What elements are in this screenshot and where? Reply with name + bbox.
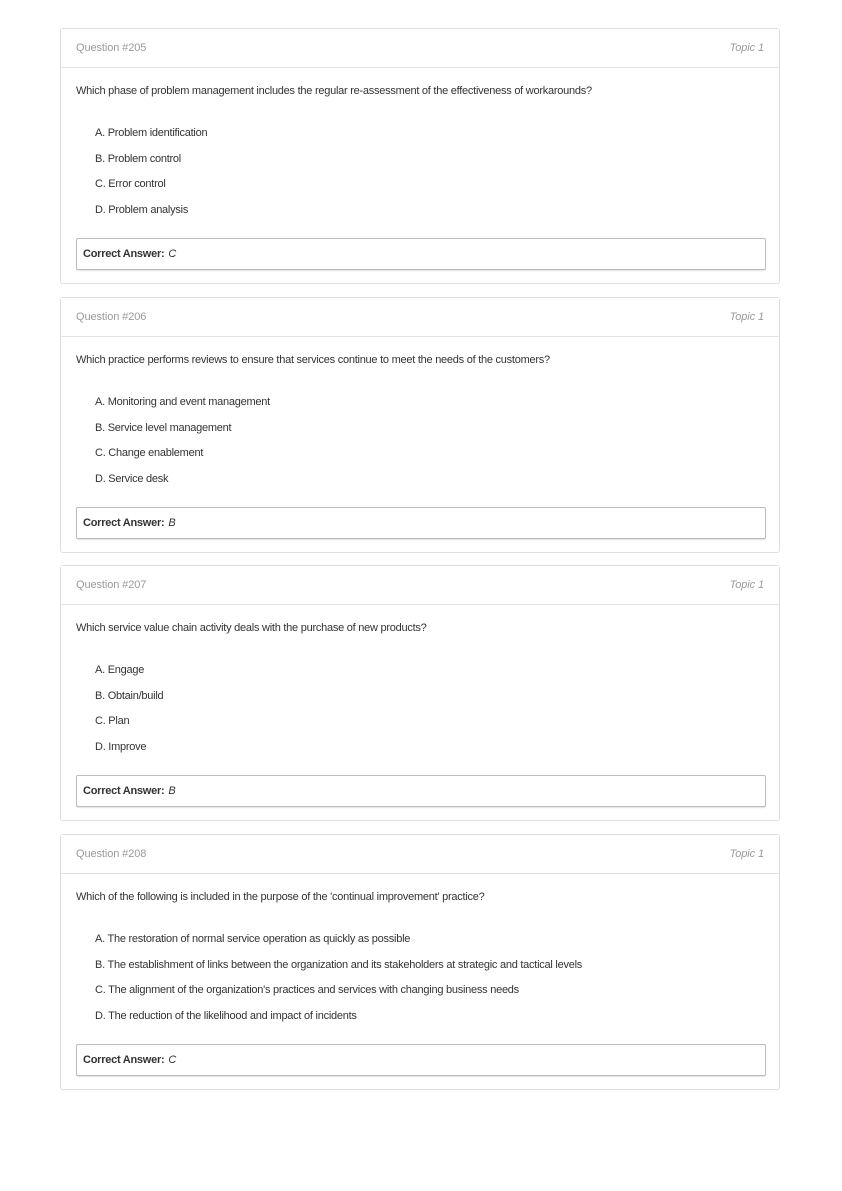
answer-option: D. The reduction of the likelihood and impact of incidents	[95, 1009, 357, 1022]
correct-answer-value: C	[168, 1054, 177, 1066]
question-card	[60, 28, 780, 284]
options-list	[95, 396, 270, 498]
correct-answer-value: C	[168, 248, 177, 260]
correct-answer-label: Correct Answer:	[83, 248, 165, 260]
answer-option: A. Problem identification	[95, 127, 208, 139]
topic-label: Topic 1	[729, 848, 764, 860]
answer-option: A. Engage	[95, 664, 145, 676]
correct-answer-label: Correct Answer:	[83, 1054, 165, 1066]
answer-option: D. Service desk	[95, 472, 169, 485]
correct-answer-label: Correct Answer:	[83, 517, 165, 529]
question-text: Which phase of problem management includes the regular re-assessment of the effectiveness of workarounds?	[76, 85, 592, 97]
answer-option: C. Change enablement	[95, 447, 204, 460]
answer-option: B. Obtain/build	[95, 689, 164, 702]
answer-option: A. Monitoring and event management	[95, 396, 270, 408]
question-card	[60, 834, 780, 1090]
answer-option: B. Problem control	[95, 152, 181, 165]
answer-option: B. Service level management	[95, 421, 232, 434]
question-text: Which of the following is included in the purpose of the 'continual improvement' practice?	[76, 891, 485, 903]
answer-option: C. Error control	[95, 178, 166, 191]
question-header	[61, 29, 779, 68]
answer-option: C. Plan	[95, 715, 130, 728]
options-list	[95, 933, 582, 1035]
answer-option: D. Improve	[95, 740, 147, 753]
correct-answer-value: B	[168, 785, 176, 797]
correct-answer-box	[76, 775, 766, 807]
answer-option: B. The establishment of links between the organization and its stakeholders at strategic and tactical levels	[95, 958, 583, 971]
correct-answer-box	[76, 507, 766, 539]
topic-label: Topic 1	[729, 579, 764, 591]
correct-answer-value: B	[168, 517, 176, 529]
question-header	[61, 835, 779, 874]
question-header	[61, 298, 779, 337]
answer-option: A. The restoration of normal service operation as quickly as possible	[95, 933, 411, 945]
question-number: Question #207	[76, 579, 147, 591]
topic-label: Topic 1	[729, 42, 764, 54]
question-card	[60, 297, 780, 553]
question-card	[60, 565, 780, 821]
options-list	[95, 127, 207, 229]
question-header	[61, 566, 779, 605]
correct-answer-label: Correct Answer:	[83, 785, 165, 797]
question-number: Question #205	[76, 42, 147, 54]
question-text: Which practice performs reviews to ensure that services continue to meet the needs of the customers?	[76, 354, 550, 366]
correct-answer-box	[76, 238, 766, 270]
correct-answer-box	[76, 1044, 766, 1076]
question-number: Question #206	[76, 311, 147, 323]
question-text: Which service value chain activity deals with the purchase of new products?	[76, 622, 427, 634]
topic-label: Topic 1	[729, 311, 764, 323]
answer-option: C. The alignment of the organization's practices and services with changing business needs	[95, 984, 519, 997]
answer-option: D. Problem analysis	[95, 203, 189, 216]
options-list	[95, 664, 163, 766]
question-number: Question #208	[76, 848, 147, 860]
